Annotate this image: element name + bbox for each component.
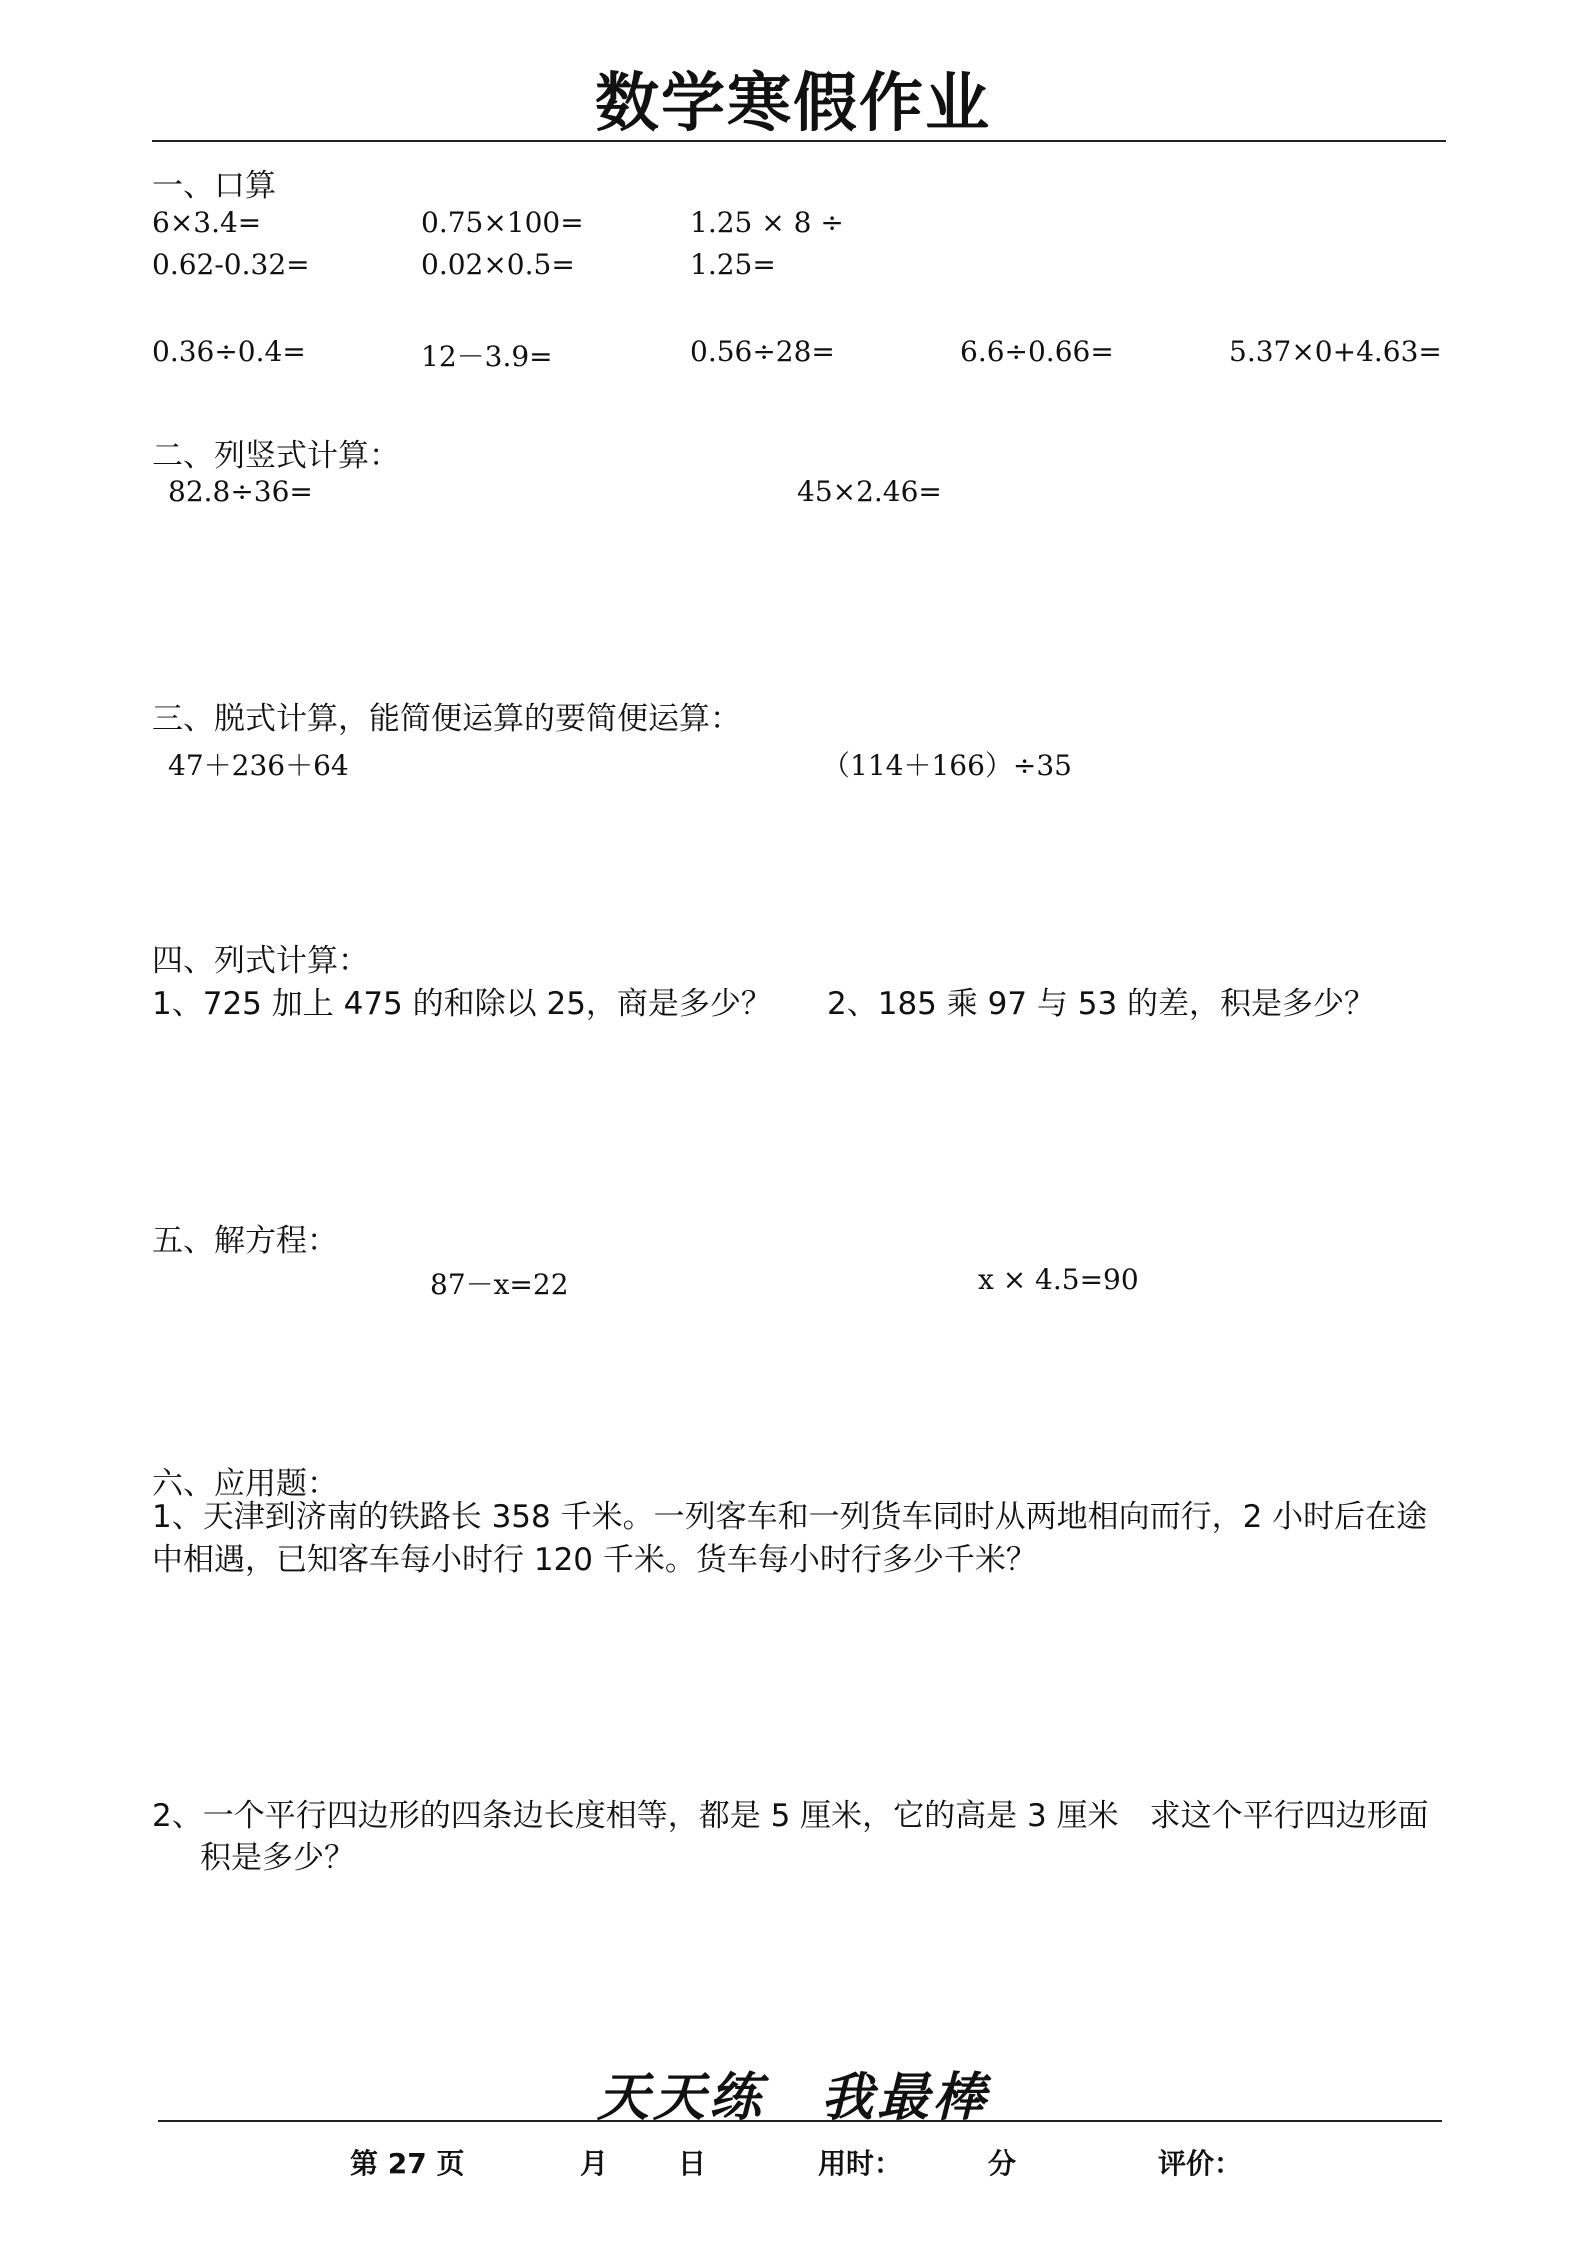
vertical-calc-item: 82.8÷36=	[168, 475, 313, 508]
footer-divider	[158, 2120, 1442, 2122]
time-used-label: 用时：	[818, 2147, 903, 2180]
section-1-heading: 一、口算	[152, 168, 276, 204]
section-6-heading: 六、应用题：	[152, 1466, 338, 1502]
oral-item: 12－3.9=	[421, 340, 553, 373]
motto: 天天练 我最棒	[596, 2067, 989, 2128]
section-4-heading: 四、列式计算：	[152, 943, 369, 979]
page-number: 第 27 页	[350, 2147, 465, 2180]
equation-item: x × 4.5=90	[978, 1263, 1139, 1296]
evaluation-label: 评价：	[1158, 2147, 1243, 2180]
word-problem-2-line-2: 积是多少？	[200, 1840, 355, 1876]
stepwise-calc-item: （114＋166）÷35	[822, 749, 1072, 782]
day-label: 日	[678, 2147, 707, 2180]
word-calc-item: 2、185 乘 97 与 53 的差，积是多少？	[827, 986, 1376, 1022]
section-2-heading: 二、列竖式计算：	[152, 438, 400, 474]
word-problem-1: 1、天津到济南的铁路长 358 千米。一列客车和一列货车同时从两地相向而行，2 小时后在途中相遇，已知客车每小时行 120 千米。货车每小时行多少千米？	[152, 1499, 1428, 1578]
equation-item: 87－x=22	[430, 1268, 569, 1301]
oral-item: 0.62-0.32=	[152, 248, 310, 281]
word-problem-2-line-1: 2、一个平行四边形的四条边长度相等，都是 5 厘米，它的高是 3 厘米 求这个平行四边形面	[152, 1798, 1429, 1834]
section-3-heading: 三、脱式计算，能简便运算的要简便运算：	[152, 701, 741, 737]
word-calc-item: 1、725 加上 475 的和除以 25，商是多少？	[152, 986, 772, 1022]
oral-item: 6×3.4=	[152, 206, 262, 239]
oral-item: 1.25=	[690, 248, 776, 281]
stepwise-calc-item: 47＋236＋64	[168, 749, 349, 782]
minutes-label: 分	[988, 2147, 1017, 2180]
vertical-calc-item: 45×2.46=	[797, 475, 942, 508]
title-divider	[152, 140, 1446, 142]
month-label: 月	[580, 2147, 609, 2180]
oral-item: 6.6÷0.66=	[960, 335, 1114, 368]
oral-item: 0.75×100=	[421, 206, 584, 239]
oral-item: 1.25 × 8 ÷	[690, 206, 844, 239]
oral-item: 5.37×0+4.63=	[1229, 335, 1442, 368]
oral-item: 0.36÷0.4=	[152, 335, 306, 368]
page-title: 数学寒假作业	[595, 67, 991, 141]
section-5-heading: 五、解方程：	[152, 1223, 338, 1259]
oral-item: 0.56÷28=	[690, 335, 835, 368]
oral-item: 0.02×0.5=	[421, 248, 575, 281]
